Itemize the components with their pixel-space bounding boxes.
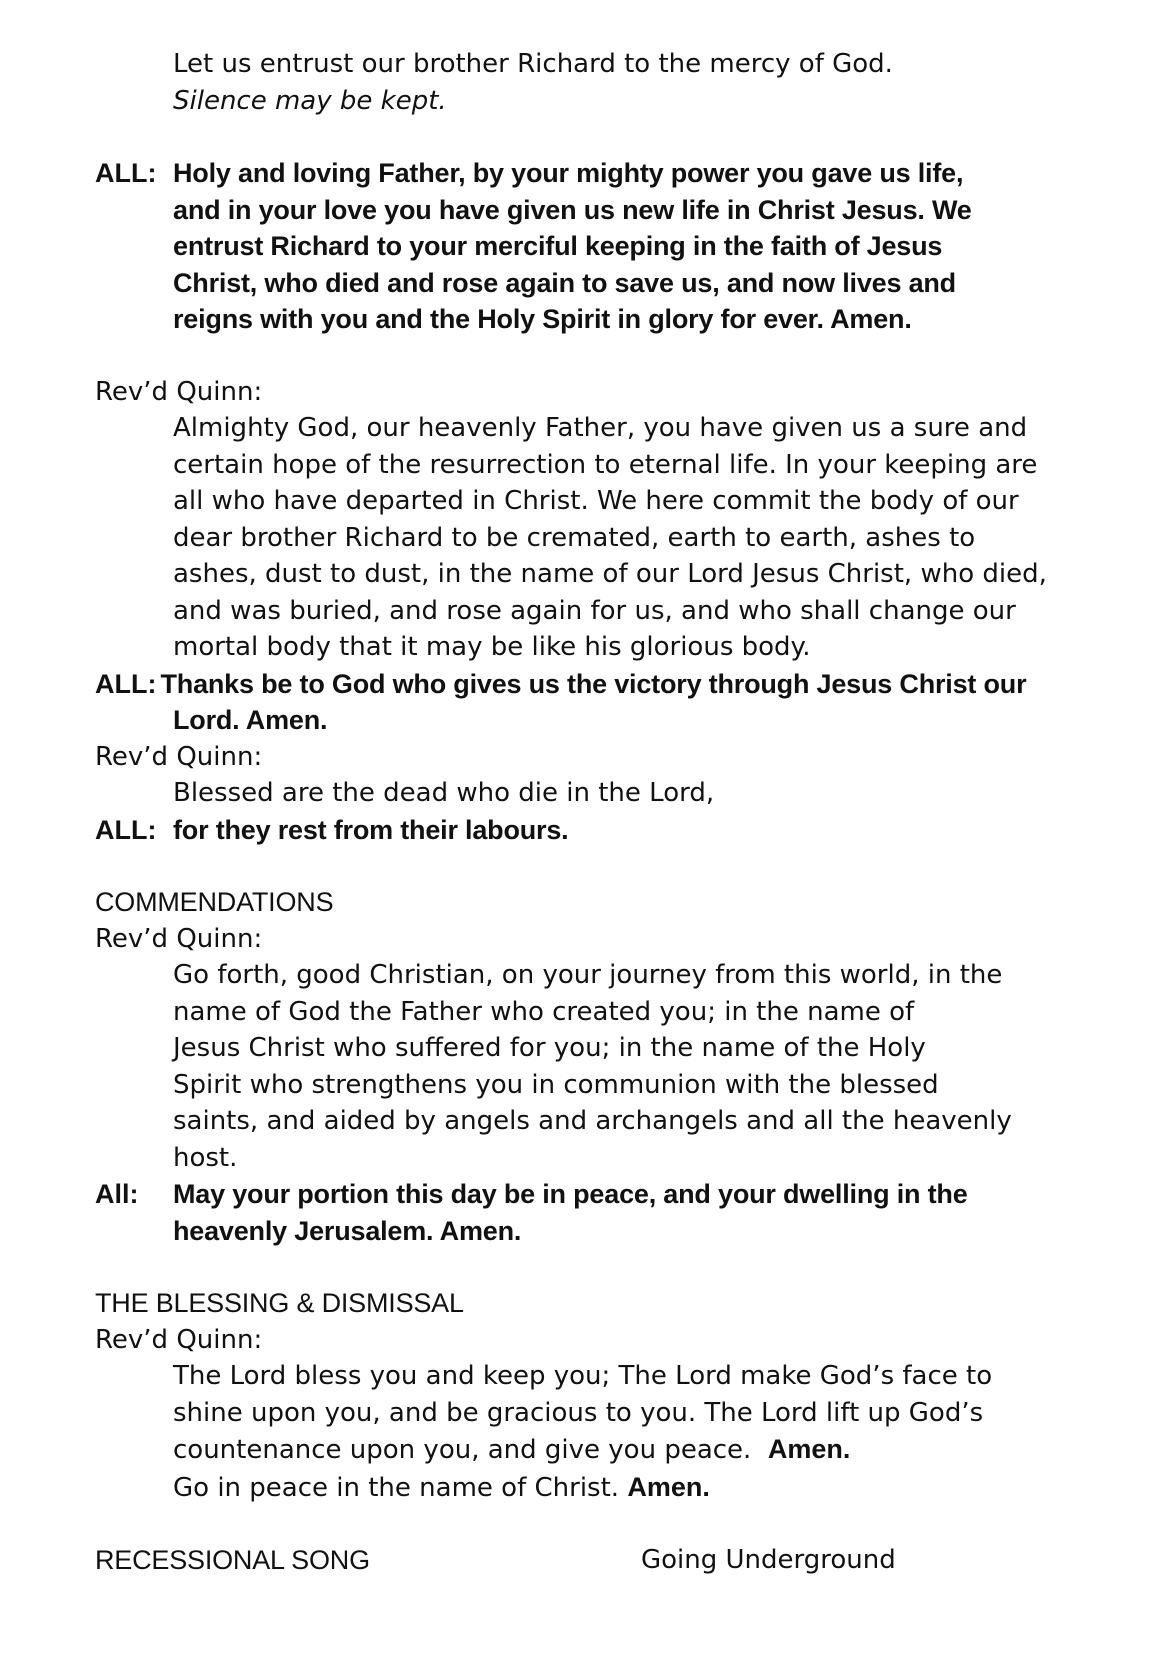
- prayer-all-block: [95, 155, 1095, 338]
- text-line: reigns with you and the Holy Spirit in glory for ever. Amen.: [173, 304, 912, 334]
- blessed-response: [95, 812, 1095, 849]
- text-line: Go forth, good Christian, on your journey from this world, in the: [173, 960, 1003, 990]
- text-line: Jesus Christ who suffered for you; in the name of the Holy: [173, 1033, 926, 1063]
- recessional-row: [95, 1542, 1095, 1579]
- amen-response: Amen.: [767, 1434, 851, 1464]
- speaker-label: Rev’d Quinn:: [95, 376, 263, 407]
- text-line: The Lord bless you and keep you; The Lord make God’s face to: [173, 1361, 993, 1391]
- text-line: [173, 1469, 1095, 1507]
- speaker-label: Rev’d Quinn:: [95, 741, 263, 772]
- response-text: [173, 1176, 968, 1249]
- blessed-line: Blessed are the dead who die in the Lord,: [173, 778, 715, 808]
- text-line: dear brother Richard to be cremated, earth to earth, ashes to: [173, 522, 976, 553]
- response-text: Lord. Amen.: [173, 705, 328, 735]
- text-line: certain hope of the resurrection to eternal life. In your keeping are: [173, 449, 1038, 480]
- text-line: May your portion this day be in peace, and your dwelling in the: [173, 1179, 968, 1209]
- amen-response: Amen.: [627, 1471, 710, 1502]
- text-line: heavenly Jerusalem. Amen.: [173, 1215, 522, 1246]
- text-line: and was buried, and rose again for us, and who shall change our: [173, 595, 1016, 626]
- text-line: ashes, dust to dust, in the name of our Lord Jesus Christ, who died,: [173, 559, 1047, 589]
- committal-response: [95, 666, 1095, 703]
- rubric-text: Silence may be kept.: [173, 85, 447, 116]
- text-line: entrust Richard to your merciful keeping in the faith of Jesus: [173, 231, 943, 261]
- song-title: Going Underground: [641, 1545, 896, 1575]
- speaker-label: Rev’d Quinn:: [95, 923, 263, 954]
- blessing-text: [95, 1358, 1095, 1506]
- text-line: Christ, who died and rose again to save us, and now lives and: [173, 267, 956, 298]
- service-page: [95, 46, 1095, 1579]
- text-line: all who have departed in Christ. We here commit the body of our: [173, 486, 1019, 516]
- speaker-label: ALL:: [95, 158, 157, 188]
- text-line: [173, 1431, 1095, 1469]
- response-text: for they rest from their labours.: [173, 814, 569, 845]
- section-heading-blessing: THE BLESSING & DISMISSAL: [95, 1288, 464, 1318]
- text-line: Holy and loving Father, by your mighty power you gave us life,: [173, 158, 964, 188]
- text-segment: countenance upon you, and give you peace.: [173, 1435, 752, 1465]
- text-segment: Go in peace in the name of Christ.: [173, 1472, 620, 1503]
- text-line: Spirit who strengthens you in communion with the blessed: [173, 1069, 939, 1100]
- text-line: Almighty God, our heavenly Father, you have given us a sure and: [173, 413, 1028, 443]
- speaker-label: ALL:: [95, 668, 157, 699]
- response-text: Thanks be to God who gives us the victory through Jesus Christ our: [160, 668, 1027, 699]
- commendation-response: [95, 1176, 1095, 1249]
- prayer-all-text: [173, 155, 972, 338]
- section-heading-recessional: RECESSIONAL SONG: [95, 1545, 370, 1575]
- committal-text: [95, 410, 1095, 666]
- text-line: saints, and aided by angels and archangels and all the heavenly: [173, 1106, 1012, 1136]
- speaker-label: Rev’d Quinn:: [95, 1324, 263, 1355]
- speaker-label: All:: [95, 1179, 139, 1209]
- text-line: and in your love you have given us new life in Christ Jesus. We: [173, 194, 972, 225]
- text-line: mortal body that it may be like his glorious body.: [173, 632, 811, 662]
- intro-rubric: [95, 83, 1095, 120]
- speaker-label: ALL:: [95, 814, 157, 845]
- text-line: host.: [173, 1142, 238, 1173]
- text-line: shine upon you, and be gracious to you. The Lord lift up God’s: [173, 1397, 984, 1428]
- commendation-text: [95, 957, 1095, 1176]
- intro-line: Let us entrust our brother Richard to the mercy of God.: [173, 49, 893, 79]
- section-heading-commendations: COMMENDATIONS: [95, 887, 334, 917]
- text-line: name of God the Father who created you; in the name of: [173, 996, 915, 1027]
